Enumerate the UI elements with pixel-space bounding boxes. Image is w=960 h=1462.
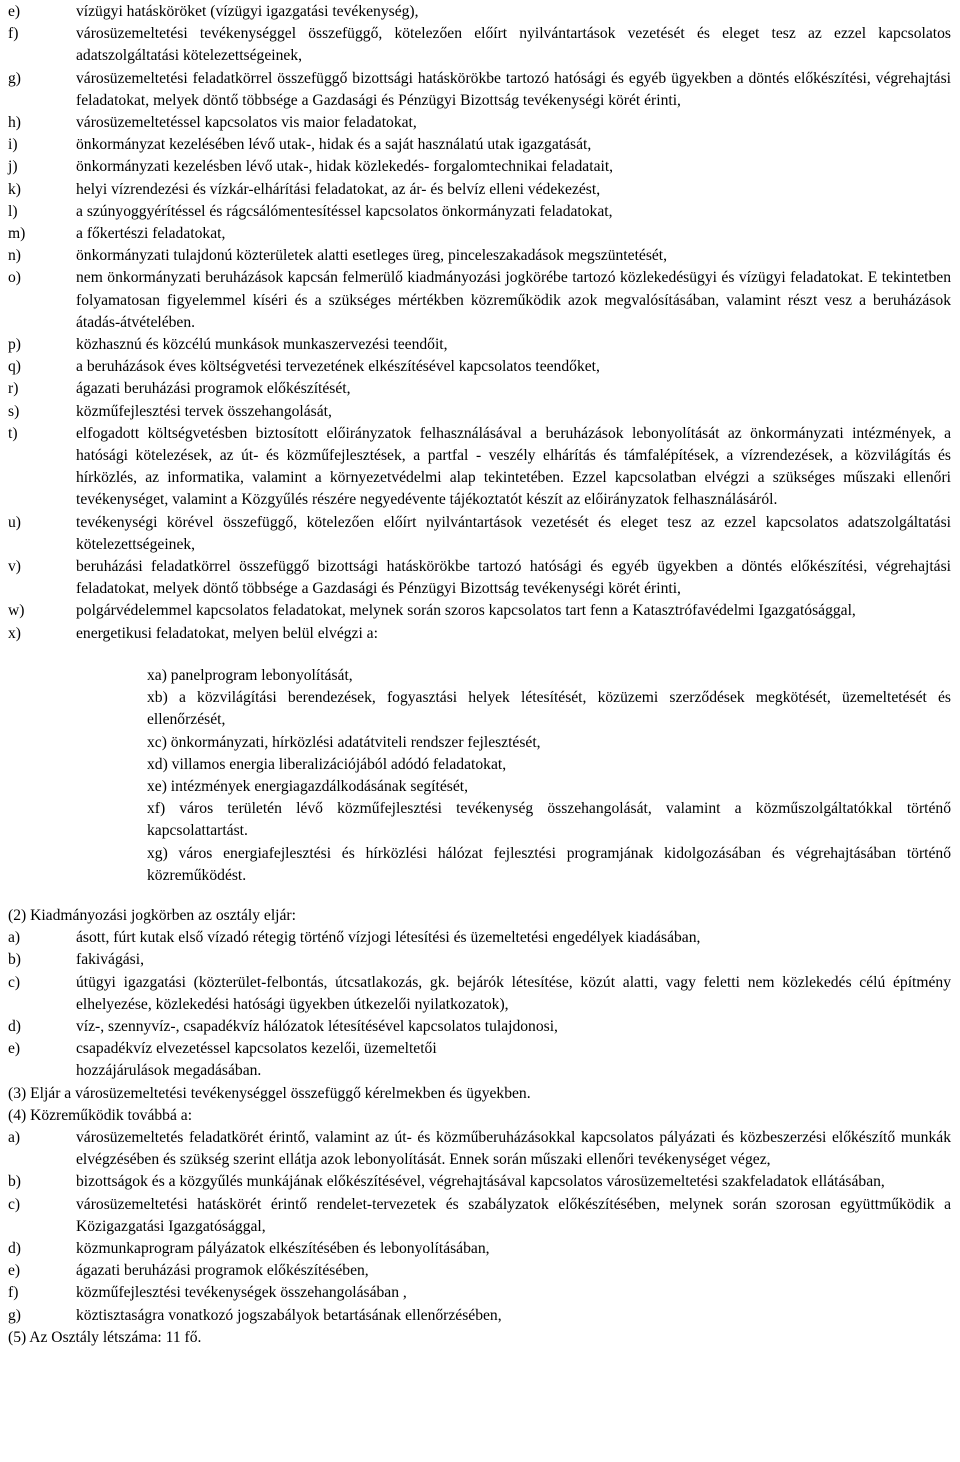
item-label: h) bbox=[8, 114, 21, 132]
list-item bbox=[8, 972, 951, 1016]
item-text: beruházási feladatkörrel összefüggő bizottsági hatáskörökbe tartozó hatósági és egyéb ügyekben a döntés előkészítési, végrehajtási feladatokat, melyek döntő többsége a Gazdasági és Pénzügyi Bizottság tevékenységi körét érinti, bbox=[76, 558, 951, 598]
item-text: bizottságok és a közgyűlés munkájának előkészítésével, végrehajtásával kapcsolatos városüzemeltetési szakfeladatok ellátásában, bbox=[76, 1173, 885, 1191]
item-text: városüzemeltetéssel kapcsolatos vis maior feladatokat, bbox=[76, 114, 417, 132]
list-item bbox=[8, 1282, 951, 1304]
item-text: városüzemeltetési hatáskörét érintő rendelet-tervezetek és szabályzatok előkészítésében, melynek során szorosan együttműködik a Közigazgatási Igazgatósággal, bbox=[76, 1195, 951, 1235]
section2 bbox=[8, 905, 951, 1083]
item-label: b) bbox=[8, 951, 21, 969]
item-label: v) bbox=[8, 558, 21, 576]
item-label: n) bbox=[8, 247, 21, 265]
item-text: közmunkaprogram pályázatok elkészítésében és lebonyolításában, bbox=[76, 1239, 490, 1257]
item-text: polgárvédelemmel kapcsolatos feladatokat, melynek során szoros kapcsolatos tart fenn a Katasztrófavédelmi Igazgatósággal, bbox=[76, 602, 856, 620]
item-label: u) bbox=[8, 513, 21, 531]
item-label: d) bbox=[8, 1017, 21, 1035]
item-label: c) bbox=[8, 973, 21, 991]
item-label: b) bbox=[8, 1173, 21, 1191]
item-label: g) bbox=[8, 1306, 21, 1324]
item-text: közműfejlesztési tervek összehangolását, bbox=[76, 402, 332, 420]
list-item bbox=[8, 423, 951, 512]
list-item bbox=[8, 156, 951, 178]
list-item bbox=[8, 1305, 951, 1327]
list-item bbox=[8, 267, 951, 334]
item-text: városüzemeltetési feladatkörrel összefüggő bizottsági hatáskörökbe tartozó hatósági és egyéb ügyekben a döntés előkészítési, végrehajtási feladatokat, melyek döntő többsége a Gazdasági és Pénzügyi Bizottság tevékenységi körét érinti, bbox=[76, 69, 951, 109]
list-item bbox=[8, 1127, 951, 1171]
sublist-item: xe) intézmények energiagazdálkodásának segítését, bbox=[147, 777, 468, 795]
list-item bbox=[8, 556, 951, 600]
sublist-item: xa) panelprogram lebonyolítását, bbox=[147, 666, 353, 684]
sublist-item: xb) a közvilágítási berendezések, fogyasztási helyek létesítését, közüzemi szerződések megkötését, üzemeltetését és ellenőrzését, bbox=[147, 689, 951, 729]
list-item bbox=[8, 23, 951, 67]
section1-list bbox=[8, 1, 951, 645]
section3: (3) Eljár a városüzemeltetési tevékenységgel összefüggő kérelmekben és ügyekben. bbox=[8, 1084, 531, 1102]
item-text: önkormányzat kezelésében lévő utak-, hidak és a saját használatú utak igazgatását, bbox=[76, 136, 592, 154]
list-item bbox=[8, 334, 951, 356]
item-text: ásott, fúrt kutak első vízadó rétegig történő vízjogi létesítési és üzemeltetési engedélyek kiadásában, bbox=[76, 929, 701, 947]
sublist-item: xd) villamos energia liberalizációjából adódó feladatokat, bbox=[147, 755, 507, 773]
item-text: vízügyi hatásköröket (vízügyi igazgatási tevékenység), bbox=[76, 3, 419, 20]
item-text: helyi vízrendezési és vízkár-elhárítási feladatokat, az ár- és belvíz elleni védekezést, bbox=[76, 180, 601, 198]
item-text: közműfejlesztési tevékenységek összehangolásában , bbox=[76, 1284, 407, 1302]
list-item bbox=[8, 1194, 951, 1238]
list-item bbox=[8, 1260, 951, 1282]
section5: (5) Az Osztály létszáma: 11 fő. bbox=[8, 1328, 202, 1346]
item-label: r) bbox=[8, 380, 19, 398]
item-label: a) bbox=[8, 1128, 21, 1146]
item-label: m) bbox=[8, 225, 26, 243]
section2-heading: (2) Kiadmányozási jogkörben az osztály eljár: bbox=[8, 906, 296, 924]
sublist-item: xc) önkormányzati, hírközlési adatátviteli rendszer fejlesztését, bbox=[147, 733, 541, 751]
item-label: e) bbox=[8, 1040, 21, 1058]
item-text: önkormányzati kezelésben lévő utak-, hidak közlekedés- forgalomtechnikai feladatait, bbox=[76, 158, 614, 176]
item-label: a) bbox=[8, 929, 21, 947]
list-item bbox=[8, 1038, 951, 1060]
list-item bbox=[8, 68, 951, 112]
item-label: s) bbox=[8, 402, 20, 420]
sublist-item: xg) város energiafejlesztési és hírközlési hálózat fejlesztési programjának kidolgozásában és végrehajtásában történő közreműködést. bbox=[147, 844, 951, 884]
section4 bbox=[8, 1105, 951, 1327]
item-text: köztisztaságra vonatkozó jogszabályok betartásának ellenőrzésében, bbox=[76, 1306, 502, 1324]
item-text: a beruházások éves költségvetési tervezetének elkészítésével kapcsolatos teendőket, bbox=[76, 358, 600, 376]
item-text: energetikusi feladatokat, melyen belül elvégzi a: bbox=[76, 624, 378, 642]
list-item bbox=[8, 134, 951, 156]
list-item bbox=[8, 1238, 951, 1260]
list-item bbox=[8, 600, 951, 622]
item-text: a főkertészi feladatokat, bbox=[76, 225, 226, 243]
item-text: fakivágási, bbox=[76, 951, 144, 969]
item-label: f) bbox=[8, 1284, 19, 1302]
item-label: q) bbox=[8, 358, 21, 376]
item-label: i) bbox=[8, 136, 18, 154]
item-label: o) bbox=[8, 269, 21, 287]
list-item bbox=[8, 112, 951, 134]
item-label: j) bbox=[8, 158, 18, 176]
item-label: e) bbox=[8, 3, 21, 20]
item-text: a szúnyoggyérítéssel és rágcsálómentesítéssel kapcsolatos önkormányzati feladatokat, bbox=[76, 202, 613, 220]
item-label: d) bbox=[8, 1239, 21, 1257]
list-item bbox=[8, 623, 951, 645]
list-item bbox=[8, 1016, 951, 1038]
item-label: l) bbox=[8, 202, 18, 220]
list-item bbox=[8, 401, 951, 423]
list-item bbox=[8, 356, 951, 378]
item-text: elfogadott költségvetésben biztosított előirányzatok felhasználásával a beruházások lebonyolítását az önkormányzati intézmények, a hatósági kötelezések, az út- és közműfejlesztések, a partfal - veszély elhárítás és támfalépítések, a vízrendezések, a közvilágítás és hírközlés, az informatika, valamint a környezetvédelmi alap tekintetében. Ezzel kapcsolatban elvégzi a szükséges műszaki ellenőri tevékenységet, valamint a Közgyűlés részére negyedévente tájékoztatót készít az előirányzatok felhasználásáról. bbox=[76, 424, 951, 509]
list-item bbox=[8, 1171, 951, 1193]
x-sublist bbox=[147, 665, 951, 887]
section2-continuation: hozzájárulások megadásában. bbox=[76, 1062, 262, 1080]
item-text: nem önkormányzati beruházások kapcsán felmerülő kiadmányozási jogkörébe tartozó közlekedésügyi és vízügyi feladatokat. E tekintetben folyamatosan figyelemmel kíséri és a szükséges mértékben közreműködik azok megvalósításában, valamint részt vesz a beruházások átadás-átvételében. bbox=[76, 269, 951, 331]
item-label: p) bbox=[8, 336, 21, 354]
item-text: városüzemeltetési tevékenységgel összefüggő, kötelezően előírt nyilvántartások vezetését és eleget tesz az ezzel kapcsolatos adatszolgáltatási kötelezettségeinek, bbox=[76, 25, 951, 65]
item-text: városüzemeltetés feladatkörét érintő, valamint az út- és közműberuházásokkal kapcsolatos pályázati és közbeszerzési előkészítő munkák elvégzésében és szükség szerint ellátja azok lebonyolítását. Ennek során műszaki ellenőri tevékenységet végez, bbox=[76, 1128, 951, 1169]
list-item bbox=[8, 201, 951, 223]
item-text: útügyi igazgatási (közterület-felbontás, útcsatlakozás, gk. bejárók létesítése, közút alatti, vagy feletti nem közlekedés célú építmény elhelyezése, közlekedési hatósági ügyekben útkezelői nyilatkozatok), bbox=[76, 973, 951, 1013]
list-item bbox=[8, 949, 951, 971]
item-label: k) bbox=[8, 180, 21, 198]
item-text: önkormányzati tulajdonú közterületek alatti esetleges üreg, pinceleszakadások megszüntetését, bbox=[76, 247, 668, 265]
item-label: f) bbox=[8, 25, 19, 43]
list-item bbox=[8, 245, 951, 267]
item-text: csapadékvíz elvezetéssel kapcsolatos kezelői, üzemeltetői bbox=[76, 1040, 437, 1058]
item-text: ágazati beruházási programok előkészítését, bbox=[76, 380, 351, 398]
list-item bbox=[8, 179, 951, 201]
item-text: közhasznú és közcélú munkások munkaszervezési teendőit, bbox=[76, 336, 448, 354]
section4-heading: (4) Közreműködik továbbá a: bbox=[8, 1106, 193, 1124]
list-item bbox=[8, 927, 951, 949]
list-item bbox=[8, 512, 951, 556]
list-item bbox=[8, 378, 951, 400]
item-label: g) bbox=[8, 69, 21, 87]
item-text: ágazati beruházási programok előkészítésében, bbox=[76, 1262, 369, 1280]
item-label: t) bbox=[8, 424, 18, 442]
sublist-item: xf) város területén lévő közműfejlesztési tevékenység összehangolását, valamint a közműszolgáltatókkal történő kapcsolattartást. bbox=[147, 800, 951, 840]
list-item bbox=[8, 1, 951, 23]
item-label: x) bbox=[8, 624, 21, 642]
item-text: tevékenységi körével összefüggő, kötelezően előírt nyilvántartások vezetését és eleget tesz az ezzel kapcsolatos adatszolgáltatási kötelezettségeinek, bbox=[76, 513, 951, 553]
item-label: w) bbox=[8, 602, 25, 620]
list-item bbox=[8, 223, 951, 245]
item-text: víz-, szennyvíz-, csapadékvíz hálózatok létesítésével kapcsolatos tulajdonosi, bbox=[76, 1017, 558, 1035]
item-label: e) bbox=[8, 1262, 21, 1280]
item-label: c) bbox=[8, 1195, 21, 1213]
